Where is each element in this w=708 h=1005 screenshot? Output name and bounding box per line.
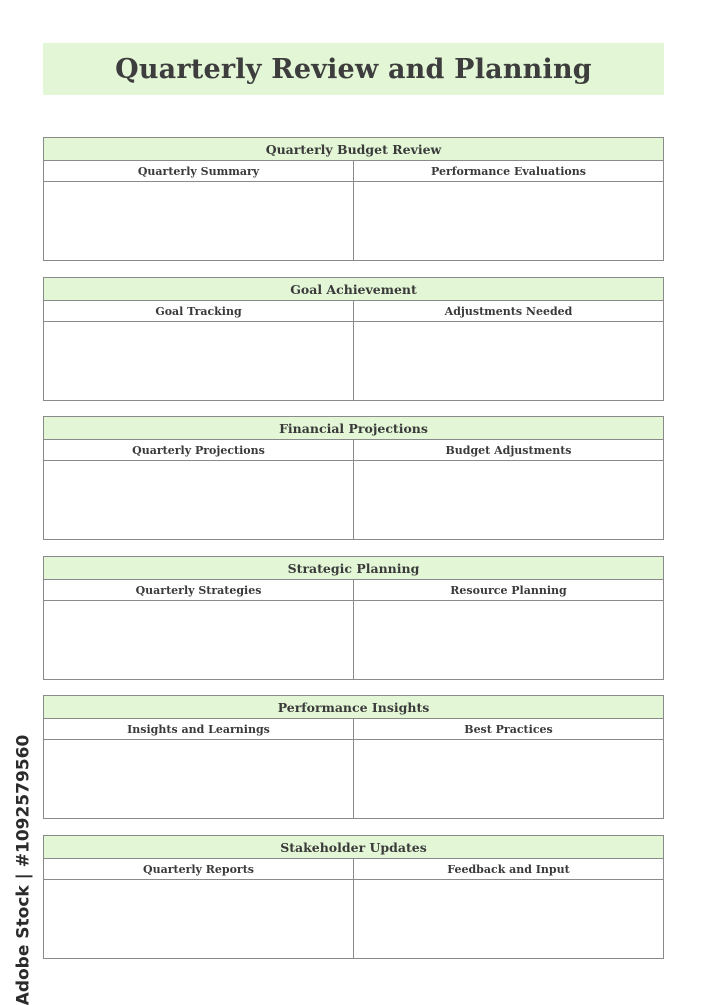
column-label: Feedback and Input [354,858,663,880]
section-stakeholder-updates [43,835,664,959]
column-label: Performance Evaluations [354,160,663,182]
writing-area[interactable] [44,601,353,679]
column-left [44,160,353,260]
column-label: Quarterly Projections [44,439,353,461]
column-left [44,300,353,400]
column-label: Goal Tracking [44,300,353,322]
column-right [353,439,663,539]
writing-area[interactable] [44,740,353,818]
column-label: Quarterly Summary [44,160,353,182]
column-label: Quarterly Strategies [44,579,353,601]
section-heading: Quarterly Budget Review [44,138,663,160]
writing-area[interactable] [44,322,353,400]
column-label: Budget Adjustments [354,439,663,461]
writing-area[interactable] [44,461,353,539]
writing-area[interactable] [354,322,663,400]
section-financial-projections [43,416,664,540]
column-left [44,718,353,818]
column-right [353,858,663,958]
section-heading: Goal Achievement [44,278,663,300]
writing-area[interactable] [354,182,663,260]
section-goal-achievement [43,277,664,401]
column-right [353,579,663,679]
column-left [44,858,353,958]
column-label: Insights and Learnings [44,718,353,740]
writing-area[interactable] [354,601,663,679]
stock-watermark [12,734,34,1005]
column-right [353,718,663,818]
section-performance-insights [43,695,664,819]
title-banner [43,43,664,95]
column-right [353,300,663,400]
section-strategic-planning [43,556,664,680]
column-right [353,160,663,260]
writing-area[interactable] [44,880,353,958]
column-label: Adjustments Needed [354,300,663,322]
page-title: Quarterly Review and Planning [115,53,592,85]
section-quarterly-budget-review [43,137,664,261]
section-heading: Financial Projections [44,417,663,439]
section-heading: Stakeholder Updates [44,836,663,858]
section-heading: Strategic Planning [44,557,663,579]
column-label: Best Practices [354,718,663,740]
watermark-text: Adobe Stock | #1092579560 [13,734,34,1005]
column-left [44,439,353,539]
section-heading: Performance Insights [44,696,663,718]
writing-area[interactable] [354,880,663,958]
writing-area[interactable] [354,461,663,539]
column-label: Resource Planning [354,579,663,601]
column-label: Quarterly Reports [44,858,353,880]
writing-area[interactable] [354,740,663,818]
column-left [44,579,353,679]
writing-area[interactable] [44,182,353,260]
